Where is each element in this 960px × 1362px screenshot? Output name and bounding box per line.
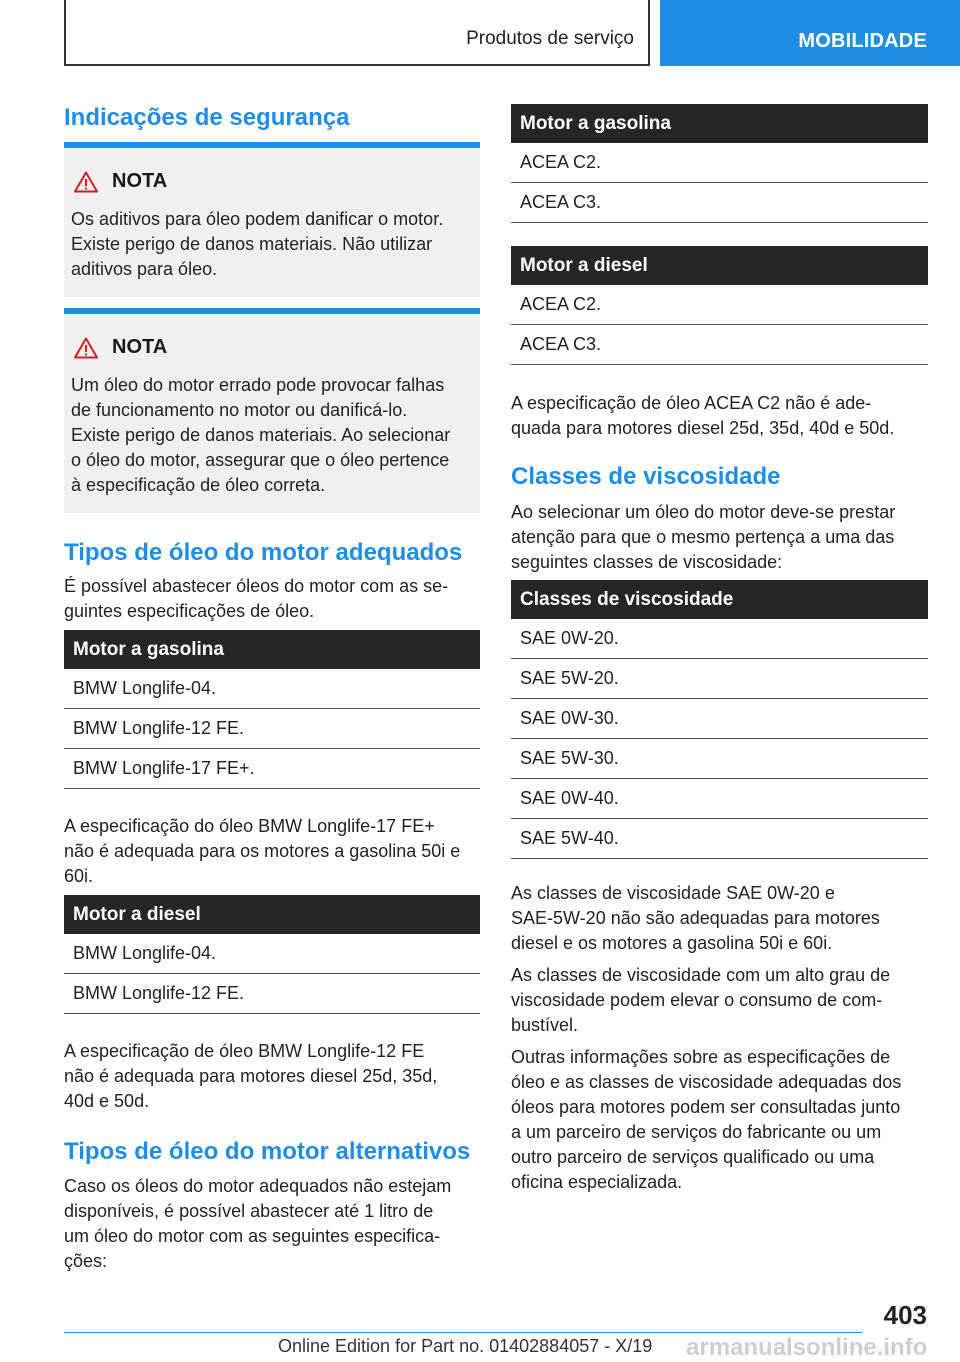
table-header: Classes de viscosidade	[511, 580, 928, 619]
table-row: SAE 5W-30.	[511, 739, 928, 779]
viscosity-para-3: Outras informações sobre as especificações de óleo e as classes de viscosidade adequadas dos óleos para motores podem ser consultadas junto a um parceiro de serviços do fabricante ou um outro parceiro de serviços qualificado ou uma oficina especializada.	[511, 1047, 902, 1192]
warning-icon	[74, 171, 98, 193]
header-section-tab	[64, 0, 650, 66]
note-text: Os aditivos para óleo podem danificar o motor. Existe perigo de danos materiais. Não utilizar aditivos para óleo.	[71, 209, 444, 279]
table-header: Motor a gasolina	[511, 104, 928, 143]
gasoline-spec-note: A especificação do óleo BMW Longlife-17 FE+ não é adequada para os motores a gasolina 50i e 60i.	[64, 816, 461, 886]
table-row: SAE 5W-20.	[511, 659, 928, 699]
table-row: BMW Longlife-04.	[64, 934, 480, 974]
note-text: Um óleo do motor errado pode provocar falhas de funcionamento no motor ou danificá-lo. Existe perigo de danos materiais. Ao selecionar o óleo do motor, assegurar que o óleo pertence à especificação de óleo correta.	[71, 375, 451, 495]
table-row: SAE 0W-20.	[511, 619, 928, 659]
note-header	[74, 336, 167, 359]
warning-icon	[74, 337, 98, 359]
table-row: BMW Longlife-04.	[64, 669, 480, 709]
note-label: NOTA	[112, 336, 168, 358]
suitable-oils-heading: Tipos de óleo do motor adequados	[64, 539, 463, 566]
page-number: 403	[883, 1300, 927, 1330]
table-row: SAE 5W-40.	[511, 819, 928, 859]
footer-divider	[64, 1332, 862, 1333]
table-diesel-left	[64, 895, 480, 1014]
header-chapter-tab	[660, 0, 960, 66]
table-row: ACEA C2.	[511, 285, 928, 325]
table-viscosity	[511, 580, 928, 859]
note-header	[74, 170, 167, 193]
suitable-oils-intro: É possível abastecer óleos do motor com as se- guintes especificações de óleo.	[64, 576, 449, 621]
table-row: ACEA C2.	[511, 143, 928, 183]
alternative-oils-intro: Caso os óleos do motor adequados não estejam disponíveis, é possível abastecer até 1 litro de um óleo do motor com as seguintes especifica- ções:	[64, 1176, 452, 1271]
table-header: Motor a gasolina	[64, 630, 480, 669]
note-label: NOTA	[112, 170, 168, 192]
table-row: ACEA C3.	[511, 325, 928, 365]
viscosity-intro: Ao selecionar um óleo do motor deve-se prestar atenção para que o mesmo pertença a uma das seguintes classes de viscosidade:	[511, 502, 896, 572]
table-row: BMW Longlife-17 FE+.	[64, 749, 480, 789]
viscosity-para-2: As classes de viscosidade com um alto grau de viscosidade podem elevar o consumo de com- bustível.	[511, 965, 891, 1035]
watermark: armanualsonline.info	[686, 1334, 928, 1361]
safety-heading: Indicações de segurança	[64, 104, 350, 131]
table-row: SAE 0W-30.	[511, 699, 928, 739]
viscosity-heading: Classes de viscosidade	[511, 463, 781, 490]
table-gasoline-left	[64, 630, 480, 789]
table-header: Motor a diesel	[511, 246, 928, 285]
header-chapter-label: MOBILIDADE	[798, 30, 927, 52]
table-row: SAE 0W-40.	[511, 779, 928, 819]
footer-edition: Online Edition for Part no. 01402884057 - X/19	[278, 1336, 653, 1356]
viscosity-para-1: As classes de viscosidade SAE 0W-20 e SAE-5W-20 não são adequadas para motores diesel e os motores a gasolina 50i e 60i.	[511, 883, 880, 953]
table-diesel-right	[511, 246, 928, 365]
note-box-2	[64, 308, 480, 513]
header-section-label: Produtos de serviço	[466, 28, 634, 49]
acea-spec-note: A especificação de óleo ACEA C2 não é ade- quada para motores diesel 25d, 35d, 40d e 50d.	[511, 393, 895, 438]
diesel-spec-note: A especificação de óleo BMW Longlife-12 FE não é adequada para motores diesel 25d, 35d, 40d e 50d.	[64, 1041, 438, 1111]
table-row: ACEA C3.	[511, 183, 928, 223]
table-row: BMW Longlife-12 FE.	[64, 709, 480, 749]
table-gasoline-right	[511, 104, 928, 223]
note-box-1	[64, 142, 480, 297]
table-row: BMW Longlife-12 FE.	[64, 974, 480, 1014]
table-header: Motor a diesel	[64, 895, 480, 934]
alternative-oils-heading: Tipos de óleo do motor alternativos	[64, 1138, 471, 1165]
